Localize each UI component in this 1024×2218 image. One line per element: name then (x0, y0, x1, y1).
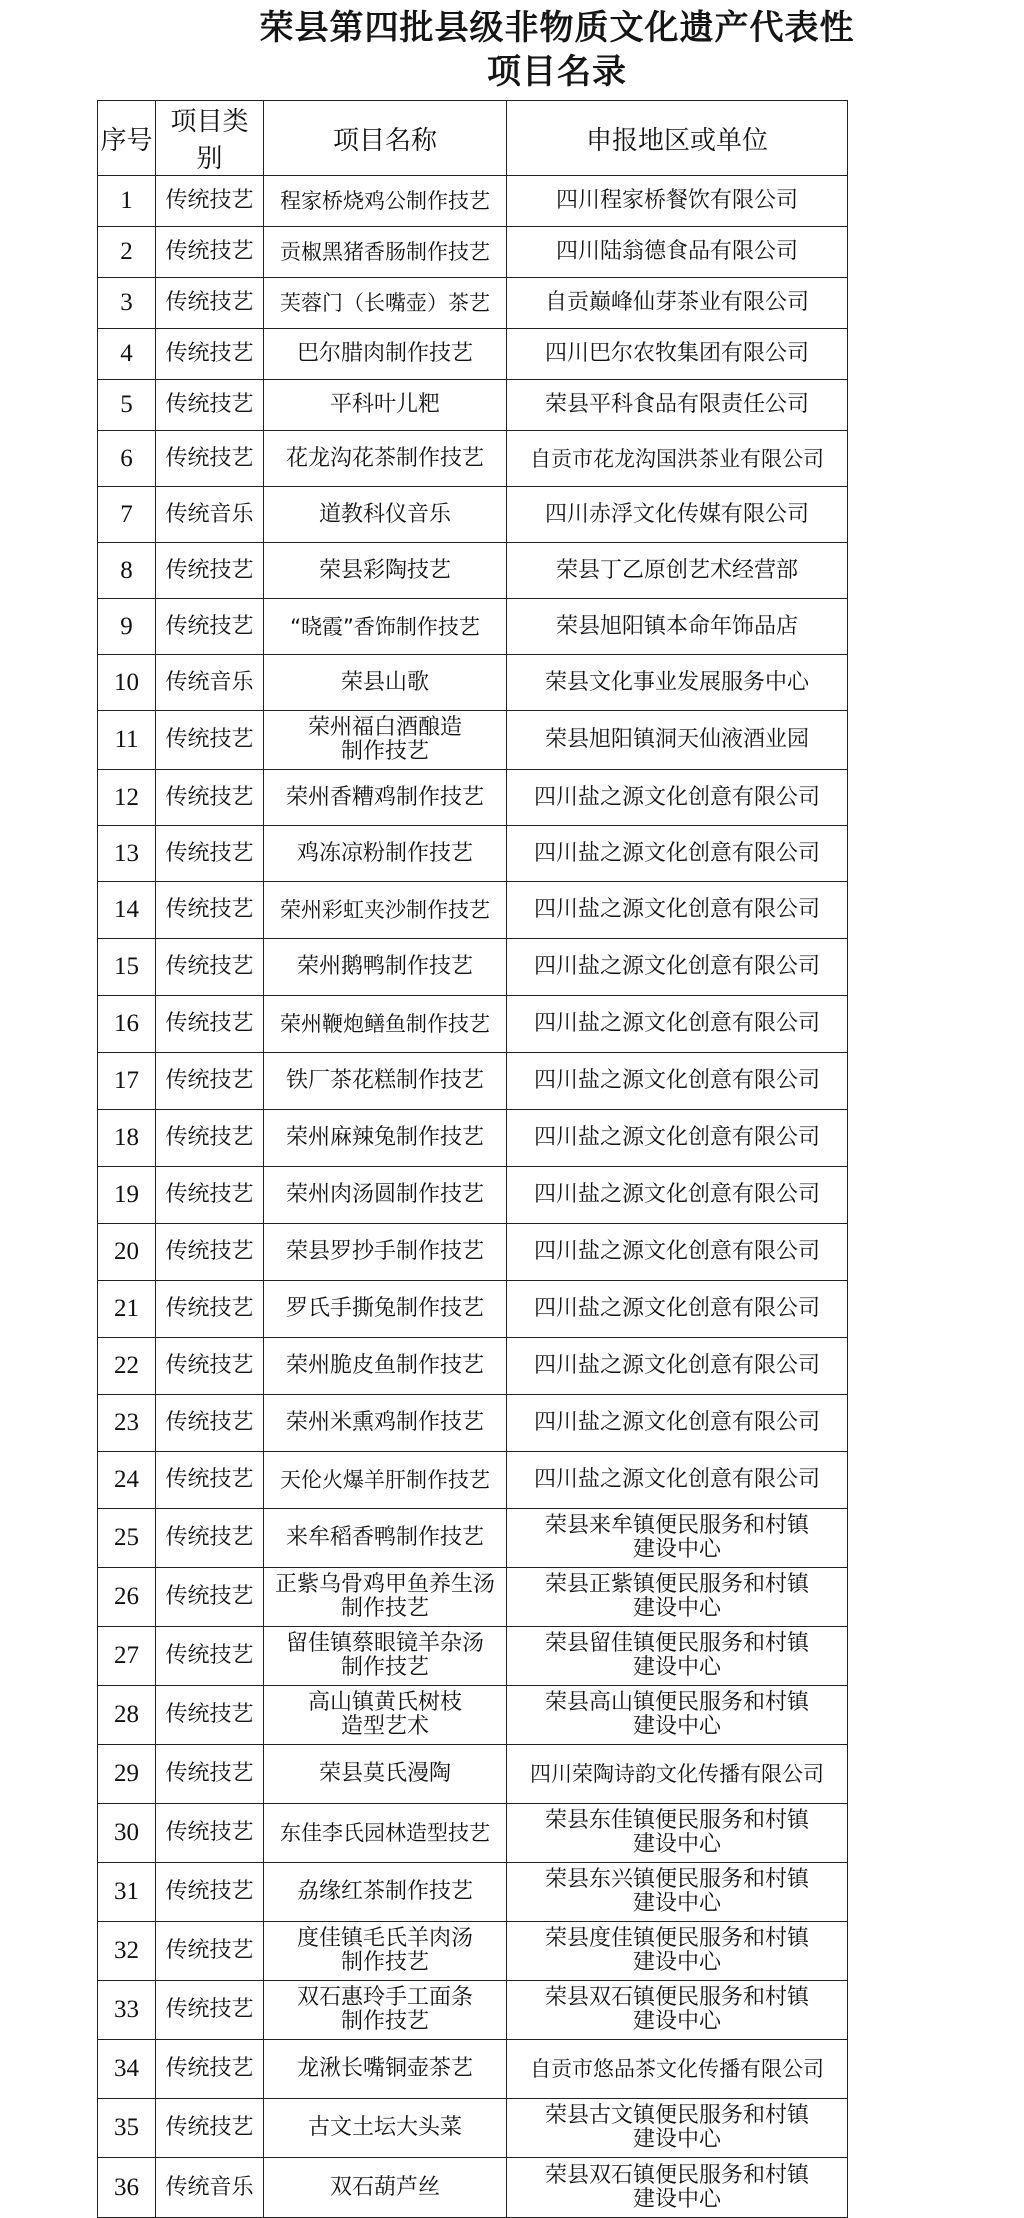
cell-serial-number: 14 (98, 882, 156, 939)
cell-project-name: 荣州麻辣兔制作技艺 (264, 1110, 507, 1167)
cell-category: 传统技艺 (156, 1053, 264, 1110)
cell-category: 传统技艺 (156, 882, 264, 939)
cell-category: 传统技艺 (156, 826, 264, 882)
table-row (98, 329, 848, 380)
cell-applicant-unit: 荣县东兴镇便民服务和村镇 建设中心 (507, 1863, 848, 1922)
table-row (98, 1167, 848, 1224)
table-row (98, 1224, 848, 1281)
cell-project-name: 贡椒黑猪香肠制作技艺 (264, 227, 507, 278)
cell-project-name: 芙蓉门（长嘴壶）茶艺 (264, 278, 507, 329)
table-row (98, 1053, 848, 1110)
cell-applicant-unit: 四川盐之源文化创意有限公司 (507, 1338, 848, 1395)
cell-serial-number: 4 (98, 329, 156, 380)
cell-category: 传统技艺 (156, 1804, 264, 1863)
table-row (98, 2158, 848, 2218)
cell-applicant-unit: 荣县东佳镇便民服务和村镇 建设中心 (507, 1804, 848, 1863)
cell-serial-number: 25 (98, 1509, 156, 1568)
cell-serial-number: 34 (98, 2040, 156, 2099)
table-row (98, 278, 848, 329)
cell-serial-number: 28 (98, 1686, 156, 1745)
table-row (98, 227, 848, 278)
cell-category: 传统技艺 (156, 1745, 264, 1804)
cell-project-name: 荣县莫氏漫陶 (264, 1745, 507, 1804)
cell-project-name: 荣县山歌 (264, 655, 507, 711)
table-body (98, 176, 848, 2218)
cell-project-name: 劦缘红茶制作技艺 (264, 1863, 507, 1922)
table-row (98, 1110, 848, 1167)
table-row (98, 1568, 848, 1627)
cell-project-name: 荣州香糟鸡制作技艺 (264, 770, 507, 826)
cell-project-name: 荣县彩陶技艺 (264, 543, 507, 599)
cell-serial-number: 2 (98, 227, 156, 278)
cell-project-name: 荣州米熏鸡制作技艺 (264, 1395, 507, 1452)
cell-category: 传统技艺 (156, 1981, 264, 2040)
cell-category: 传统技艺 (156, 278, 264, 329)
table-row (98, 2099, 848, 2158)
header-serial-number: 序号 (98, 101, 156, 176)
cell-serial-number: 13 (98, 826, 156, 882)
cell-category: 传统音乐 (156, 487, 264, 543)
cell-serial-number: 26 (98, 1568, 156, 1627)
table-row (98, 939, 848, 996)
heritage-list-table (97, 100, 848, 2218)
cell-serial-number: 29 (98, 1745, 156, 1804)
cell-applicant-unit: 四川盐之源文化创意有限公司 (507, 770, 848, 826)
cell-serial-number: 3 (98, 278, 156, 329)
table-row (98, 176, 848, 227)
cell-serial-number: 8 (98, 543, 156, 599)
cell-applicant-unit: 四川程家桥餐饮有限公司 (507, 176, 848, 227)
cell-category: 传统技艺 (156, 329, 264, 380)
table-row (98, 882, 848, 939)
header-applicant-unit: 申报地区或单位 (507, 101, 848, 176)
table-row (98, 1338, 848, 1395)
table-row (98, 996, 848, 1053)
cell-serial-number: 19 (98, 1167, 156, 1224)
cell-project-name: 罗氏手撕兔制作技艺 (264, 1281, 507, 1338)
document-title (0, 6, 1024, 94)
cell-project-name: 荣州鞭炮鳝鱼制作技艺 (264, 996, 507, 1053)
cell-serial-number: 12 (98, 770, 156, 826)
cell-category: 传统技艺 (156, 2099, 264, 2158)
cell-project-name: 荣州彩虹夹沙制作技艺 (264, 882, 507, 939)
cell-category: 传统技艺 (156, 1167, 264, 1224)
cell-applicant-unit: 四川盐之源文化创意有限公司 (507, 1167, 848, 1224)
cell-category: 传统技艺 (156, 1863, 264, 1922)
table-row (98, 711, 848, 770)
table-row (98, 599, 848, 655)
cell-serial-number: 35 (98, 2099, 156, 2158)
table-row (98, 1804, 848, 1863)
cell-applicant-unit: 四川巴尔农牧集团有限公司 (507, 329, 848, 380)
table-row (98, 431, 848, 487)
cell-serial-number: 33 (98, 1981, 156, 2040)
cell-project-name: 巴尔腊肉制作技艺 (264, 329, 507, 380)
cell-applicant-unit: 荣县平科食品有限责任公司 (507, 380, 848, 431)
table-row (98, 1452, 848, 1509)
table-row (98, 1395, 848, 1452)
cell-category: 传统技艺 (156, 1110, 264, 1167)
cell-project-name: 双石惠玲手工面条 制作技艺 (264, 1981, 507, 2040)
cell-applicant-unit: 四川盐之源文化创意有限公司 (507, 882, 848, 939)
cell-category: 传统技艺 (156, 2040, 264, 2099)
cell-serial-number: 10 (98, 655, 156, 711)
header-category: 项目类别 (156, 101, 264, 176)
table-row (98, 1686, 848, 1745)
table-row (98, 1627, 848, 1686)
cell-applicant-unit: 荣县双石镇便民服务和村镇 建设中心 (507, 1981, 848, 2040)
cell-serial-number: 23 (98, 1395, 156, 1452)
cell-project-name: 铁厂茶花糕制作技艺 (264, 1053, 507, 1110)
table-row (98, 1745, 848, 1804)
cell-applicant-unit: 四川荣陶诗韵文化传播有限公司 (507, 1745, 848, 1804)
cell-applicant-unit: 四川盐之源文化创意有限公司 (507, 1452, 848, 1509)
cell-category: 传统技艺 (156, 1509, 264, 1568)
cell-serial-number: 22 (98, 1338, 156, 1395)
cell-project-name: 荣州福白酒酿造 制作技艺 (264, 711, 507, 770)
cell-category: 传统技艺 (156, 1281, 264, 1338)
cell-serial-number: 7 (98, 487, 156, 543)
cell-applicant-unit: 荣县旭阳镇本命年饰品店 (507, 599, 848, 655)
cell-serial-number: 32 (98, 1922, 156, 1981)
cell-applicant-unit: 荣县正紫镇便民服务和村镇 建设中心 (507, 1568, 848, 1627)
cell-project-name: 高山镇黄氏树枝 造型艺术 (264, 1686, 507, 1745)
table-row (98, 380, 848, 431)
cell-category: 传统技艺 (156, 1686, 264, 1745)
cell-project-name: 天伦火爆羊肝制作技艺 (264, 1452, 507, 1509)
cell-serial-number: 21 (98, 1281, 156, 1338)
cell-applicant-unit: 自贡市花龙沟国洪茶业有限公司 (507, 431, 848, 487)
cell-category: 传统技艺 (156, 599, 264, 655)
table-row (98, 655, 848, 711)
cell-applicant-unit: 四川盐之源文化创意有限公司 (507, 1281, 848, 1338)
cell-serial-number: 6 (98, 431, 156, 487)
cell-project-name: 平科叶儿粑 (264, 380, 507, 431)
table-row (98, 543, 848, 599)
table-row (98, 487, 848, 543)
table-row (98, 1863, 848, 1922)
table-row (98, 1922, 848, 1981)
cell-category: 传统技艺 (156, 543, 264, 599)
cell-project-name: 龙湫长嘴铜壶茶艺 (264, 2040, 507, 2099)
cell-category: 传统音乐 (156, 655, 264, 711)
cell-project-name: 荣州鹅鸭制作技艺 (264, 939, 507, 996)
cell-serial-number: 15 (98, 939, 156, 996)
cell-serial-number: 5 (98, 380, 156, 431)
title-line-2: 项目名录 (487, 52, 627, 92)
cell-category: 传统技艺 (156, 227, 264, 278)
cell-serial-number: 20 (98, 1224, 156, 1281)
cell-category: 传统技艺 (156, 1568, 264, 1627)
cell-applicant-unit: 荣县丁乙原创艺术经营部 (507, 543, 848, 599)
cell-category: 传统技艺 (156, 380, 264, 431)
cell-applicant-unit: 自贡巅峰仙芽茶业有限公司 (507, 278, 848, 329)
cell-serial-number: 24 (98, 1452, 156, 1509)
table-row (98, 2040, 848, 2099)
cell-applicant-unit: 荣县留佳镇便民服务和村镇 建设中心 (507, 1627, 848, 1686)
cell-applicant-unit: 四川盐之源文化创意有限公司 (507, 1053, 848, 1110)
cell-applicant-unit: 四川盐之源文化创意有限公司 (507, 1224, 848, 1281)
title-line-1: 荣县第四批县级非物质文化遗产代表性 (259, 8, 855, 48)
cell-applicant-unit: 荣县高山镇便民服务和村镇 建设中心 (507, 1686, 848, 1745)
cell-serial-number: 30 (98, 1804, 156, 1863)
table-row (98, 1981, 848, 2040)
cell-project-name: 度佳镇毛氏羊肉汤 制作技艺 (264, 1922, 507, 1981)
cell-project-name: 来牟稻香鸭制作技艺 (264, 1509, 507, 1568)
cell-applicant-unit: 四川盐之源文化创意有限公司 (507, 996, 848, 1053)
table-row (98, 770, 848, 826)
cell-serial-number: 18 (98, 1110, 156, 1167)
cell-applicant-unit: 荣县来牟镇便民服务和村镇 建设中心 (507, 1509, 848, 1568)
cell-applicant-unit: 四川陆翁德食品有限公司 (507, 227, 848, 278)
table-row (98, 826, 848, 882)
cell-applicant-unit: 荣县旭阳镇洞天仙液酒业园 (507, 711, 848, 770)
cell-project-name: 留佳镇蔡眼镜羊杂汤 制作技艺 (264, 1627, 507, 1686)
cell-serial-number: 17 (98, 1053, 156, 1110)
cell-applicant-unit: 四川盐之源文化创意有限公司 (507, 1395, 848, 1452)
cell-project-name: 道教科仪音乐 (264, 487, 507, 543)
cell-serial-number: 1 (98, 176, 156, 227)
cell-category: 传统技艺 (156, 176, 264, 227)
cell-applicant-unit: 四川盐之源文化创意有限公司 (507, 939, 848, 996)
table-row (98, 1281, 848, 1338)
cell-category: 传统技艺 (156, 1224, 264, 1281)
header-project-name: 项目名称 (264, 101, 507, 176)
cell-serial-number: 31 (98, 1863, 156, 1922)
table-header-row (98, 101, 848, 176)
cell-category: 传统技艺 (156, 770, 264, 826)
cell-category: 传统技艺 (156, 1922, 264, 1981)
cell-project-name: 程家桥烧鸡公制作技艺 (264, 176, 507, 227)
cell-serial-number: 36 (98, 2158, 156, 2218)
cell-project-name: 花龙沟花茶制作技艺 (264, 431, 507, 487)
cell-serial-number: 27 (98, 1627, 156, 1686)
cell-applicant-unit: 四川盐之源文化创意有限公司 (507, 1110, 848, 1167)
cell-category: 传统技艺 (156, 711, 264, 770)
cell-category: 传统技艺 (156, 1338, 264, 1395)
cell-applicant-unit: 自贡市悠品茶文化传播有限公司 (507, 2040, 848, 2099)
cell-project-name: “晓霞”香饰制作技艺 (264, 599, 507, 655)
cell-serial-number: 9 (98, 599, 156, 655)
cell-applicant-unit: 荣县度佳镇便民服务和村镇 建设中心 (507, 1922, 848, 1981)
cell-project-name: 东佳李氏园林造型技艺 (264, 1804, 507, 1863)
cell-category: 传统技艺 (156, 1452, 264, 1509)
cell-project-name: 正紫乌骨鸡甲鱼养生汤 制作技艺 (264, 1568, 507, 1627)
cell-category: 传统技艺 (156, 1627, 264, 1686)
cell-applicant-unit: 四川盐之源文化创意有限公司 (507, 826, 848, 882)
cell-project-name: 双石葫芦丝 (264, 2158, 507, 2218)
cell-applicant-unit: 荣县古文镇便民服务和村镇 建设中心 (507, 2099, 848, 2158)
cell-project-name: 荣县罗抄手制作技艺 (264, 1224, 507, 1281)
cell-category: 传统技艺 (156, 1395, 264, 1452)
cell-project-name: 荣州脆皮鱼制作技艺 (264, 1338, 507, 1395)
cell-project-name: 荣州肉汤圆制作技艺 (264, 1167, 507, 1224)
cell-serial-number: 11 (98, 711, 156, 770)
cell-category: 传统技艺 (156, 939, 264, 996)
cell-project-name: 鸡冻凉粉制作技艺 (264, 826, 507, 882)
cell-category: 传统技艺 (156, 431, 264, 487)
cell-category: 传统技艺 (156, 996, 264, 1053)
cell-applicant-unit: 荣县文化事业发展服务中心 (507, 655, 848, 711)
cell-applicant-unit: 荣县双石镇便民服务和村镇 建设中心 (507, 2158, 848, 2218)
cell-category: 传统音乐 (156, 2158, 264, 2218)
table-row (98, 1509, 848, 1568)
cell-serial-number: 16 (98, 996, 156, 1053)
cell-project-name: 古文土坛大头菜 (264, 2099, 507, 2158)
cell-applicant-unit: 四川赤浮文化传媒有限公司 (507, 487, 848, 543)
